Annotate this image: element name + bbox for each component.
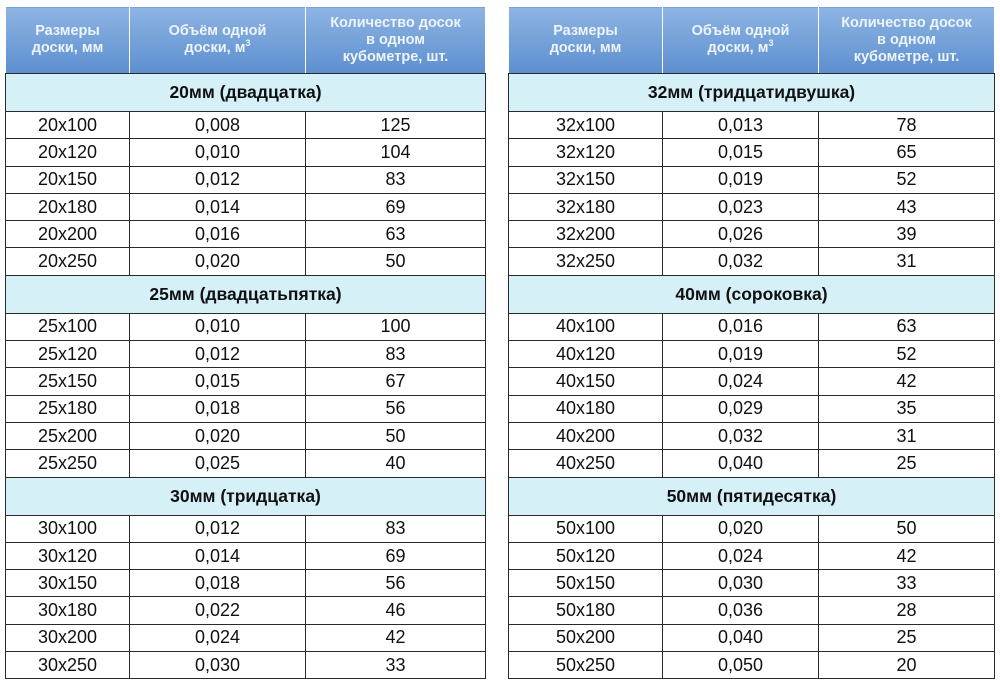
- volume-cell: 0,026: [663, 221, 819, 248]
- volume-cell: 0,040: [663, 450, 819, 477]
- table-row: [509, 597, 995, 624]
- size-header: Размеры доски, мм: [6, 7, 130, 74]
- size-cell: 25x250: [6, 450, 130, 477]
- volume-cell: 0,050: [663, 652, 819, 679]
- size-cell: 50x180: [509, 597, 663, 624]
- volume-cell: 0,019: [663, 166, 819, 193]
- count-cell: 43: [819, 193, 995, 220]
- size-cell: 40x180: [509, 395, 663, 422]
- volume-cell: 0,016: [663, 313, 819, 340]
- count-cell: 65: [819, 139, 995, 166]
- volume-cell: 0,020: [663, 515, 819, 542]
- count-cell: 20: [819, 652, 995, 679]
- size-cell: 40x100: [509, 313, 663, 340]
- count-cell: 125: [306, 112, 486, 139]
- table-row: [509, 248, 995, 275]
- section-title: 20мм (двадцатка): [6, 74, 486, 112]
- count-cell: 33: [819, 570, 995, 597]
- table-row: [509, 368, 995, 395]
- size-cell: 20x200: [6, 221, 130, 248]
- size-cell: 20x100: [6, 112, 130, 139]
- size-cell: 32x120: [509, 139, 663, 166]
- count-cell: 78: [819, 112, 995, 139]
- table-row: [509, 112, 995, 139]
- volume-cell: 0,014: [130, 193, 306, 220]
- table-row: [509, 624, 995, 651]
- size-cell: 25x200: [6, 422, 130, 449]
- count-cell: 69: [306, 542, 486, 569]
- table-row: [509, 313, 995, 340]
- count-cell: 63: [306, 221, 486, 248]
- size-cell: 32x180: [509, 193, 663, 220]
- count-header: Количество досок в одном кубометре, шт.: [306, 7, 486, 74]
- count-cell: 67: [306, 368, 486, 395]
- size-cell: 20x150: [6, 166, 130, 193]
- size-cell: 25x120: [6, 341, 130, 368]
- count-cell: 39: [819, 221, 995, 248]
- count-cell: 63: [819, 313, 995, 340]
- section-row: [509, 477, 995, 515]
- count-cell: 56: [306, 395, 486, 422]
- size-cell: 40x120: [509, 341, 663, 368]
- header-row: [509, 7, 995, 74]
- count-cell: 35: [819, 395, 995, 422]
- table-row: [509, 542, 995, 569]
- table-row: [509, 450, 995, 477]
- volume-cell: 0,030: [130, 652, 306, 679]
- table-row: [509, 221, 995, 248]
- volume-cell: 0,015: [130, 368, 306, 395]
- section-row: [6, 74, 486, 112]
- section-title: 30мм (тридцатка): [6, 477, 486, 515]
- volume-cell: 0,013: [663, 112, 819, 139]
- count-cell: 25: [819, 450, 995, 477]
- count-cell: 42: [306, 624, 486, 651]
- size-cell: 32x250: [509, 248, 663, 275]
- section-title: 50мм (пятидесятка): [509, 477, 995, 515]
- count-cell: 69: [306, 193, 486, 220]
- volume-cell: 0,032: [663, 422, 819, 449]
- board-table-left: [5, 6, 486, 679]
- size-cell: 30x150: [6, 570, 130, 597]
- size-cell: 50x250: [509, 652, 663, 679]
- volume-cell: 0,040: [663, 624, 819, 651]
- count-cell: 52: [819, 166, 995, 193]
- volume-cell: 0,023: [663, 193, 819, 220]
- table-row: [6, 248, 486, 275]
- size-cell: 30x200: [6, 624, 130, 651]
- table-row: [6, 652, 486, 679]
- size-cell: 30x250: [6, 652, 130, 679]
- volume-cell: 0,012: [130, 166, 306, 193]
- size-cell: 30x180: [6, 597, 130, 624]
- size-cell: 40x250: [509, 450, 663, 477]
- volume-cell: 0,012: [130, 515, 306, 542]
- table-row: [6, 515, 486, 542]
- count-cell: 104: [306, 139, 486, 166]
- count-cell: 50: [819, 515, 995, 542]
- volume-cell: 0,016: [130, 221, 306, 248]
- volume-cell: 0,024: [130, 624, 306, 651]
- count-cell: 52: [819, 341, 995, 368]
- table-row: [6, 341, 486, 368]
- table-row: [509, 515, 995, 542]
- table-row: [509, 341, 995, 368]
- volume-cell: 0,022: [130, 597, 306, 624]
- table-row: [6, 166, 486, 193]
- table-row: [6, 395, 486, 422]
- table-row: [509, 395, 995, 422]
- volume-cell: 0,020: [130, 422, 306, 449]
- volume-header: Объём одной доски, $м^3$: [663, 7, 819, 74]
- size-cell: 20x250: [6, 248, 130, 275]
- section-row: [6, 275, 486, 313]
- table-row: [6, 313, 486, 340]
- size-cell: 30x100: [6, 515, 130, 542]
- size-cell: 50x120: [509, 542, 663, 569]
- count-cell: 25: [819, 624, 995, 651]
- size-cell: 32x150: [509, 166, 663, 193]
- volume-cell: 0,020: [130, 248, 306, 275]
- table-row: [6, 450, 486, 477]
- volume-cell: 0,029: [663, 395, 819, 422]
- count-cell: 42: [819, 542, 995, 569]
- table-row: [509, 193, 995, 220]
- count-cell: 31: [819, 248, 995, 275]
- volume-cell: 0,018: [130, 395, 306, 422]
- size-cell: 50x100: [509, 515, 663, 542]
- table-row: [509, 139, 995, 166]
- volume-cell: 0,015: [663, 139, 819, 166]
- volume-cell: 0,024: [663, 542, 819, 569]
- table-row: [6, 193, 486, 220]
- count-header: Количество досок в одном кубометре, шт.: [819, 7, 995, 74]
- section-row: [6, 477, 486, 515]
- count-cell: 42: [819, 368, 995, 395]
- volume-cell: 0,036: [663, 597, 819, 624]
- volume-cell: 0,030: [663, 570, 819, 597]
- table-body: [6, 74, 486, 679]
- size-cell: 50x200: [509, 624, 663, 651]
- table-row: [6, 624, 486, 651]
- table-row: [6, 542, 486, 569]
- table-row: [509, 570, 995, 597]
- size-header: Размеры доски, мм: [509, 7, 663, 74]
- count-cell: 83: [306, 166, 486, 193]
- board-table-right: [508, 6, 995, 679]
- count-cell: 33: [306, 652, 486, 679]
- size-cell: 25x180: [6, 395, 130, 422]
- count-cell: 100: [306, 313, 486, 340]
- size-cell: 40x200: [509, 422, 663, 449]
- table-row: [6, 112, 486, 139]
- count-cell: 83: [306, 515, 486, 542]
- section-title: 40мм (сороковка): [509, 275, 995, 313]
- table-row: [509, 422, 995, 449]
- volume-cell: 0,010: [130, 139, 306, 166]
- section-title: 25мм (двадцатьпятка): [6, 275, 486, 313]
- size-cell: 30x120: [6, 542, 130, 569]
- size-cell: 20x180: [6, 193, 130, 220]
- size-cell: 40x150: [509, 368, 663, 395]
- volume-cell: 0,025: [130, 450, 306, 477]
- size-cell: 50x150: [509, 570, 663, 597]
- count-cell: 50: [306, 422, 486, 449]
- volume-cell: 0,024: [663, 368, 819, 395]
- size-cell: 25x150: [6, 368, 130, 395]
- volume-cell: 0,032: [663, 248, 819, 275]
- count-cell: 31: [819, 422, 995, 449]
- count-cell: 46: [306, 597, 486, 624]
- section-row: [509, 275, 995, 313]
- volume-cell: 0,008: [130, 112, 306, 139]
- count-cell: 28: [819, 597, 995, 624]
- table-row: [6, 422, 486, 449]
- volume-cell: 0,019: [663, 341, 819, 368]
- count-cell: 56: [306, 570, 486, 597]
- size-cell: 32x100: [509, 112, 663, 139]
- table-row: [6, 597, 486, 624]
- table-row: [6, 221, 486, 248]
- volume-cell: 0,012: [130, 341, 306, 368]
- count-cell: 50: [306, 248, 486, 275]
- volume-header: Объём одной доски, $м^3$: [130, 7, 306, 74]
- count-cell: 40: [306, 450, 486, 477]
- size-cell: 25x100: [6, 313, 130, 340]
- size-cell: 20x120: [6, 139, 130, 166]
- table-row: [6, 368, 486, 395]
- volume-cell: 0,018: [130, 570, 306, 597]
- count-cell: 83: [306, 341, 486, 368]
- size-cell: 32x200: [509, 221, 663, 248]
- section-title: 32мм (тридцатидвушка): [509, 74, 995, 112]
- table-row: [509, 166, 995, 193]
- table-body: [509, 74, 995, 679]
- table-row: [6, 139, 486, 166]
- table-row: [509, 652, 995, 679]
- header-row: [6, 7, 486, 74]
- section-row: [509, 74, 995, 112]
- volume-cell: 0,010: [130, 313, 306, 340]
- volume-cell: 0,014: [130, 542, 306, 569]
- table-row: [6, 570, 486, 597]
